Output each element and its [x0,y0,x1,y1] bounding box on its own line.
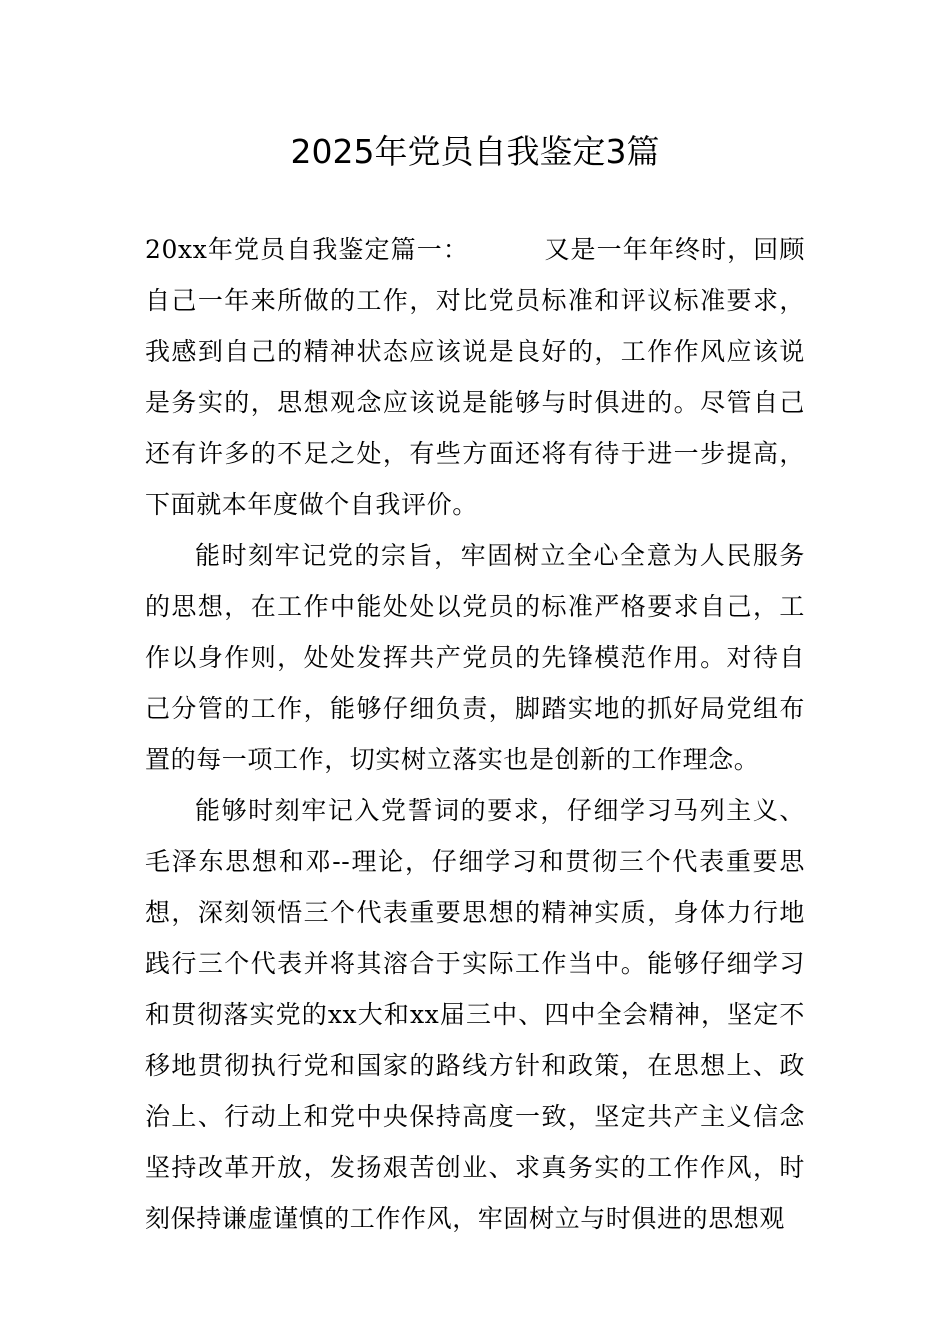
document-body [145,224,805,1244]
paragraph-1-text: 又是一年年终时，回顾自己一年来所做的工作，对比党员标准和评议标准要求，我感到自己的精神状态应该说是良好的，工作作风应该说是务实的，思想观念应该说是能够与时俱进的。尽管自己还有许多的不足之处，有些方面还将有待于进一步提高，下面就本年度做个自我评价。 [145,235,805,519]
paragraph-1 [145,224,805,530]
paragraph-2: 能时刻牢记党的宗旨，牢固树立全心全意为人民服务的思想，在工作中能处处以党员的标准严格要求自己，工作以身作则，处处发挥共产党员的先锋模范作用。对待自己分管的工作，能够仔细负责，脚踏实地的抓好局党组布置的每一项工作，切实树立落实也是创新的工作理念。 [145,541,805,774]
paragraph-3: 能够时刻牢记入党誓词的要求，仔细学习马列主义、毛泽东思想和邓--理论，仔细学习和贯彻三个代表重要思想，深刻领悟三个代表重要思想的精神实质，身体力行地践行三个代表并将其溶合于实际工作当中。能够仔细学习和贯彻落实党的xx大和xx届三中、四中全会精神，坚定不移地贯彻执行党和国家的路线方针和政策，在思想上、政治上、行动上和党中央保持高度一致，坚定共产主义信念坚持改革开放，发扬艰苦创业、求真务实的工作作风，时刻保持谦虚谨慎的工作作风，牢固树立与时俱进的思想观 [145,796,805,1233]
document-title: 2025年党员自我鉴定3篇 [290,132,660,171]
section-heading: 20xx年党员自我鉴定篇一： [145,235,469,264]
